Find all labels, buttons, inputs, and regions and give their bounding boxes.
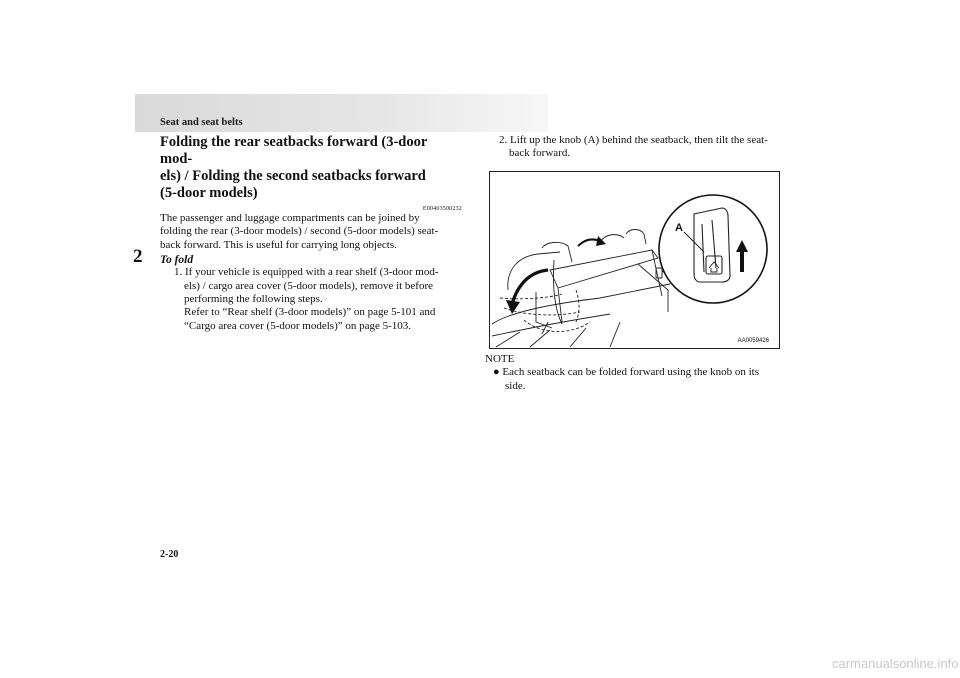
step-1-line: els) / cargo area cover (5-door models), remove it before	[184, 279, 434, 292]
section-title: Seat and seat belts	[160, 117, 243, 128]
step-1-reference-line: Refer to “Rear shelf (3-door models)” on page 5-101 and	[184, 306, 436, 319]
intro-line: back forward. This is useful for carrying long objects.	[160, 238, 397, 251]
step-1	[160, 266, 462, 333]
left-column	[160, 134, 462, 333]
intro-line: The passenger and luggage compartments can be joined by	[160, 212, 420, 224]
chapter-number: 2	[133, 246, 143, 267]
watermark: carmanualsonline.info	[832, 656, 959, 671]
step-2-line: 2. Lift up the knob (A) behind the seatback, then tilt the seat-	[499, 134, 768, 146]
bullet-icon: ●	[493, 366, 500, 379]
heading-line: (5-door models)	[160, 185, 258, 201]
note-line: Each seatback can be folded forward using the knob on its	[502, 366, 759, 379]
note-line: side.	[505, 379, 526, 392]
step-2-line: back forward.	[509, 147, 571, 160]
intro-line: folding the rear (3-door models) / second (5-door models) seat-	[160, 225, 439, 238]
intro-paragraph	[160, 212, 462, 252]
step-1-line: 1. If your vehicle is equipped with a rear shelf (3-door mod-	[174, 266, 439, 279]
heading-line: Folding the rear seatbacks forward (3-door mod-	[160, 134, 428, 167]
heading-line: els) / Folding the second seatbacks forward	[160, 168, 426, 184]
callout-label: A	[675, 221, 683, 234]
right-column	[485, 134, 780, 393]
reference-code: E00403500232	[422, 206, 462, 212]
seatback-figure	[489, 171, 780, 349]
note-item	[485, 366, 780, 379]
section-heading	[160, 134, 462, 202]
seatback-illustration	[490, 172, 779, 348]
subheading-to-fold: To fold	[160, 254, 194, 267]
step-1-line: performing the following steps.	[184, 293, 323, 306]
figure-code: AA0059426	[737, 337, 769, 344]
step-1-reference-line: “Cargo area cover (5-door models)” on page 5-103.	[184, 319, 412, 332]
page-number: 2-20	[160, 549, 179, 560]
note-title: NOTE	[485, 352, 515, 365]
